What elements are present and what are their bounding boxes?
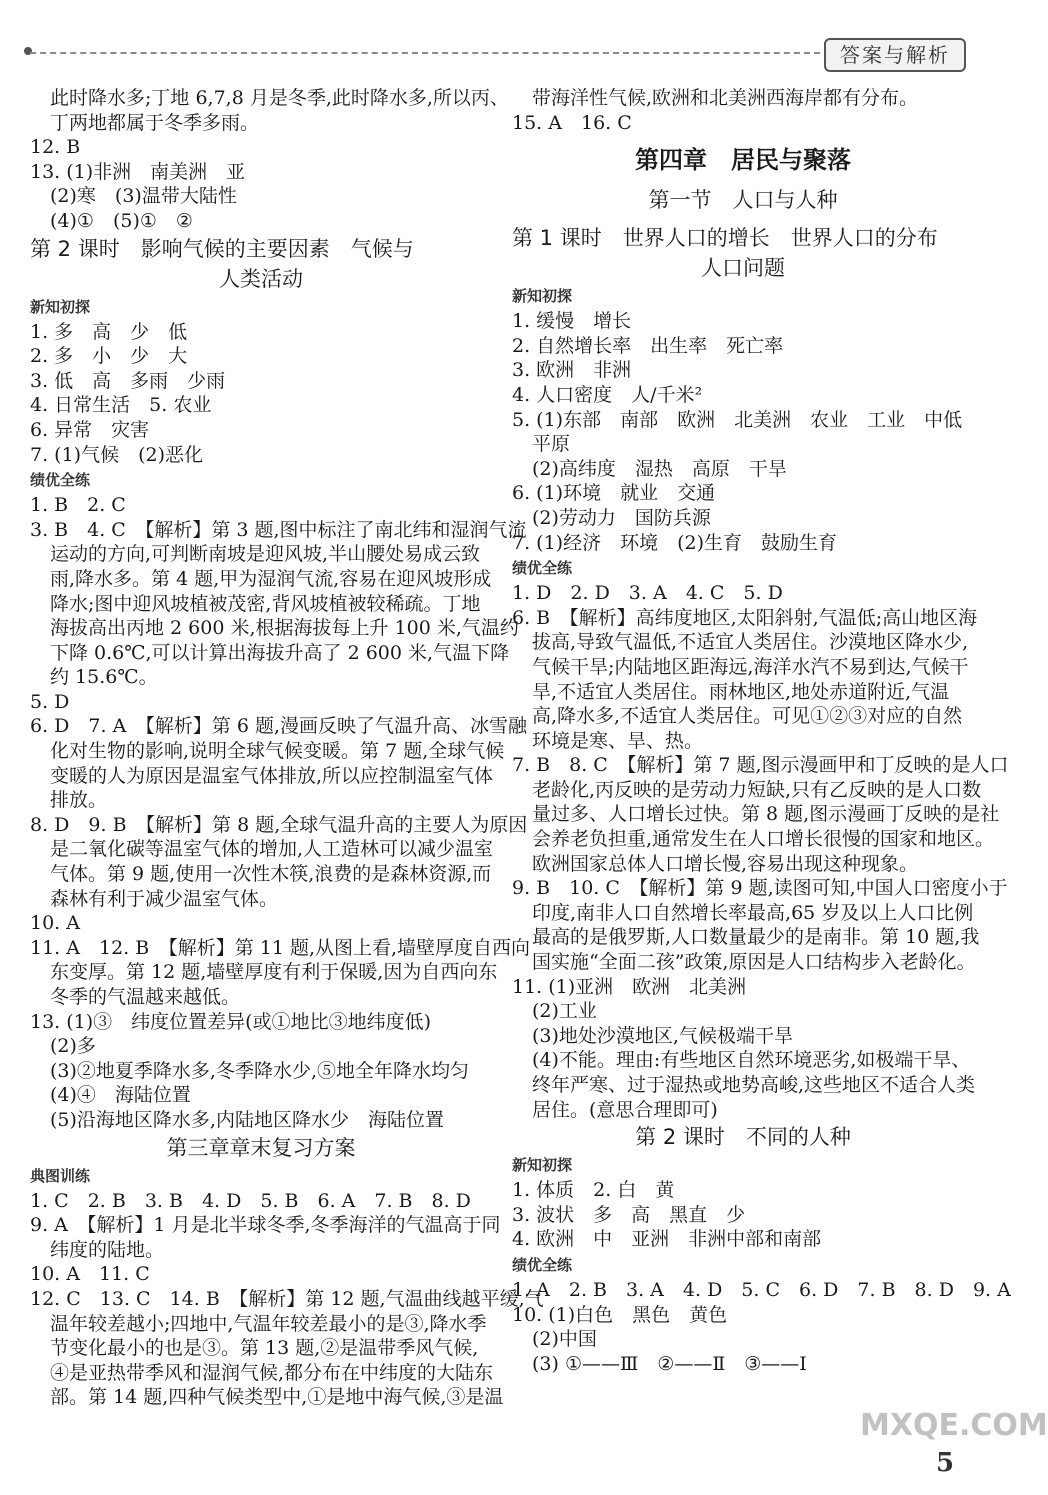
answer-line: 量过多、人口增长过快。第 8 题,图示漫画丁反映的是社	[532, 803, 1000, 826]
answer-line: (2)高纬度 湿热 高原 干旱	[532, 457, 787, 480]
answer-line: 4. 欧洲 中 亚洲 非洲中部和南部	[512, 1228, 822, 1251]
answer-line: 6. (1)环境 就业 交通	[512, 482, 716, 505]
answer-line: 1. 体质 2. 白 黄	[512, 1179, 675, 1202]
answer-line: 12. C 13. C 14. B 【解析】第 12 题,气温曲线越平缓,气	[30, 1287, 544, 1310]
answer-line: 海拔高出丙地 2 600 米,根据海拔每上升 100 米,气温约	[50, 617, 519, 640]
page-number: 5	[936, 1448, 955, 1478]
answer-line: 高,降水多,不适宜人类居住。可见①②③对应的自然	[532, 705, 963, 728]
answer-line: (4)不能。理由:有些地区自然环境恶劣,如极端干旱、	[532, 1049, 971, 1072]
answer-line: 变暖的人为原因是温室气体排放,所以应控制温室气体	[50, 764, 494, 787]
section-label: 绩优全练	[512, 1255, 573, 1274]
spacer	[512, 177, 974, 185]
answer-line: 8. D 9. B 【解析】第 8 题,全球气温升高的主要人为原因	[30, 813, 528, 836]
answer-line: 6. B 【解析】高纬度地区,太阳斜射,气温低;高山地区海	[512, 606, 978, 629]
lesson-title: 人口问题	[701, 256, 785, 281]
section-label: 绩优全练	[512, 559, 573, 578]
answer-line: (3) ①——Ⅲ ②——Ⅱ ③——Ⅰ	[532, 1352, 807, 1375]
answer-line: (3)地处沙漠地区,气候极端干旱	[532, 1024, 793, 1047]
section-label: 新知初探	[512, 287, 573, 306]
answer-line: 冬季的气温越来越低。	[50, 986, 241, 1008]
answer-line: 3. B 4. C 【解析】第 3 题,图中标注了南北纬和湿润气流	[30, 518, 527, 541]
answer-line: 1. B 2. C	[30, 494, 126, 517]
answer-line: 此时降水多;丁地 6,7,8 月是冬季,此时降水多,所以丙、	[50, 87, 509, 109]
answer-line: 国实施“全面二孩”政策,原因是人口结构步入老龄化。	[532, 951, 976, 974]
answer-line: 部。第 14 题,四种气候类型中,①是地中海气候,③是温	[50, 1386, 504, 1409]
answer-line: 化对生物的影响,说明全球气候变暖。第 7 题,全球气候	[50, 740, 505, 763]
answer-line: 10. (1)白色 黑色 黄色	[512, 1303, 728, 1326]
answer-line: 7. (1)经济 环境 (2)生育 鼓励生育	[512, 531, 837, 554]
answer-line: 5. D	[30, 690, 70, 713]
answer-line: 3. 低 高 多雨 少雨	[30, 369, 226, 392]
answer-line: 印度,南非人口自然增长率最高,65 岁及以上人口比例	[532, 901, 974, 924]
answer-line: 会养老负担重,通常发生在人口增长很慢的国家和地区。	[532, 828, 995, 851]
answer-line: 11. A 12. B 【解析】第 11 题,从图上看,墙壁厚度自西向	[30, 936, 531, 959]
section-header-tag: 答案与解析	[824, 38, 966, 72]
answer-line: 最高的是俄罗斯,人口数量最少的是南非。第 10 题,我	[532, 926, 980, 949]
left-column	[30, 86, 544, 1410]
answer-line: 10. A 11. C	[30, 1263, 150, 1286]
answer-line: 气候干旱;内陆地区距海远,海洋水汽不易到达,气候干	[532, 655, 969, 678]
answer-line: 平原	[532, 433, 571, 456]
chapter-title: 第四章 居民与聚落	[635, 146, 851, 175]
section-label: 典图训练	[30, 1166, 91, 1185]
answer-line: 1. D 2. D 3. A 4. C 5. D	[512, 582, 783, 605]
answer-line: 4. 人口密度 人/千米²	[512, 383, 703, 406]
spacer	[512, 215, 974, 223]
answer-line: 1. 多 高 少 低	[30, 320, 188, 343]
spacer	[512, 135, 974, 143]
answer-line: 带海洋性气候,欧洲和北美洲西海岸都有分布。	[532, 87, 919, 109]
answer-line: 雨,降水多。第 4 题,甲为湿润气流,容易在迎风坡形成	[50, 567, 492, 590]
answer-line: 是二氧化碳等温室气体的增加,人工造林可以减少温室	[50, 838, 494, 861]
answer-line: 1. C 2. B 3. B 4. D 5. B 6. A 7. B 8. D	[30, 1189, 471, 1212]
answer-line: (3)②地夏季降水多,冬季降水少,⑤地全年降水均匀	[50, 1059, 469, 1082]
lesson-title: 第 1 课时 世界人口的增长 世界人口的分布	[512, 226, 938, 251]
answer-line: 降水;图中迎风坡植被茂密,背风坡植被较稀疏。丁地	[50, 592, 481, 615]
lesson-title: 第一节 人口与人种	[648, 188, 838, 213]
answer-line: 9. B 10. C 【解析】第 9 题,读图可知,中国人口密度小于	[512, 877, 1008, 900]
answer-line: 7. B 8. C 【解析】第 7 题,图示漫画甲和丁反映的是人口	[512, 754, 1009, 777]
watermark-logo: MXQE.COM	[860, 1408, 1048, 1443]
answer-line: 旱,不适宜人类居住。雨林地区,地处赤道附近,气温	[532, 680, 950, 703]
answer-line: 气体。第 9 题,使用一次性木筷,浪费的是森林资源,而	[50, 863, 492, 886]
answer-line: 10. A	[30, 912, 80, 935]
answer-line: 15. A 16. C	[512, 111, 632, 134]
answer-line: 环境是寒、旱、热。	[532, 729, 704, 752]
section-label: 新知初探	[512, 1156, 573, 1175]
answer-line: 9. A 【解析】1 月是北半球冬季,冬季海洋的气温高于同	[30, 1214, 501, 1237]
answer-line: 2. 自然增长率 出生率 死亡率	[512, 334, 784, 357]
answer-line: 6. D 7. A 【解析】第 6 题,漫画反映了气温升高、冰雪融	[30, 715, 527, 738]
answer-line: 东变厚。第 12 题,墙壁厚度有利于保暖,因为自西向东	[50, 961, 498, 984]
answer-line: 拔高,导致气温低,不适宜人类居住。沙漠地区降水少,	[532, 631, 969, 654]
header-dashed-rule	[30, 52, 820, 54]
answer-line: (2)中国	[532, 1328, 597, 1351]
answer-line: 1. 缓慢 增长	[512, 310, 632, 333]
answer-line: 终年严寒、过于湿热或地势高峻,这些地区不适合人类	[532, 1074, 976, 1096]
answer-line: 森林有利于减少温室气体。	[50, 887, 279, 910]
answer-line: 老龄化,丙反映的是劳动力短缺,只有乙反映的是人口数	[532, 778, 982, 801]
answer-line: (2)劳动力 国防兵源	[532, 506, 711, 529]
section-label: 新知初探	[30, 297, 91, 316]
lesson-title: 第 2 课时 不同的人种	[635, 1125, 851, 1150]
answer-line: 1. A 2. B 3. A 4. D 5. C 6. D 7. B 8. D 9. A	[512, 1278, 1011, 1301]
answer-line: 下降 0.6℃,可以计算出海拔升高了 2 600 米,气温下降	[50, 641, 510, 664]
lesson-title: 第 2 课时 影响气候的主要因素 气候与	[30, 236, 414, 261]
answer-line: 温年较差越小;四地中,气温年较差最小的是③,降水季	[50, 1312, 487, 1335]
section-label: 绩优全练	[30, 471, 91, 490]
answer-line: 11. (1)亚洲 欧洲 北美洲	[512, 975, 747, 998]
answer-line: 12. B	[30, 136, 81, 159]
answer-line: 排放。	[50, 789, 108, 812]
right-column	[512, 86, 1011, 1376]
lesson-title: 第三章章末复习方案	[166, 1135, 356, 1160]
answer-line: 欧洲国家总体人口增长慢,容易出现这种现象。	[532, 852, 919, 875]
answer-line: 节变化最小的也是③。第 13 题,②是温带季风气候,	[50, 1337, 479, 1360]
answer-line: 13. (1)非洲 南美洲 亚	[30, 160, 246, 183]
answer-line: 丁两地都属于冬季多雨。	[50, 111, 260, 134]
answer-line: 3. 欧洲 非洲	[512, 359, 632, 382]
answer-line: (2)工业	[532, 1000, 597, 1023]
answer-line: 运动的方向,可判断南坡是迎风坡,半山腰处易成云致	[50, 543, 481, 566]
answer-line: 6. 异常 灾害	[30, 418, 150, 441]
answer-line: (2)寒 (3)温带大陆性	[50, 185, 237, 208]
answer-line: 居住。(意思合理即可)	[532, 1098, 718, 1121]
answer-line: 13. (1)③ 纬度位置差异(或①地比③地纬度低)	[30, 1010, 431, 1033]
answer-line: 3. 波状 多 高 黑直 少	[512, 1203, 746, 1226]
answer-line: 约 15.6℃。	[50, 666, 158, 689]
answer-line: 纬度的陆地。	[50, 1238, 165, 1261]
answer-line: 7. (1)气候 (2)恶化	[30, 443, 203, 466]
answer-line: (4)④ 海陆位置	[50, 1084, 191, 1107]
answer-line: 2. 多 小 少 大	[30, 345, 188, 368]
answer-line: (5)沿海地区降水多,内陆地区降水少 海陆位置	[50, 1108, 444, 1131]
answer-line: (4)① (5)① ②	[50, 209, 193, 232]
answer-line: 4. 日常生活 5. 农业	[30, 394, 212, 417]
answer-line: 5. (1)东部 南部 欧洲 北美洲 农业 工业 中低	[512, 408, 963, 431]
lesson-title: 人类活动	[219, 266, 303, 291]
answer-line: (2)多	[50, 1035, 96, 1058]
answer-line: ④是亚热带季风和湿润气候,都分布在中纬度的大陆东	[50, 1361, 494, 1384]
